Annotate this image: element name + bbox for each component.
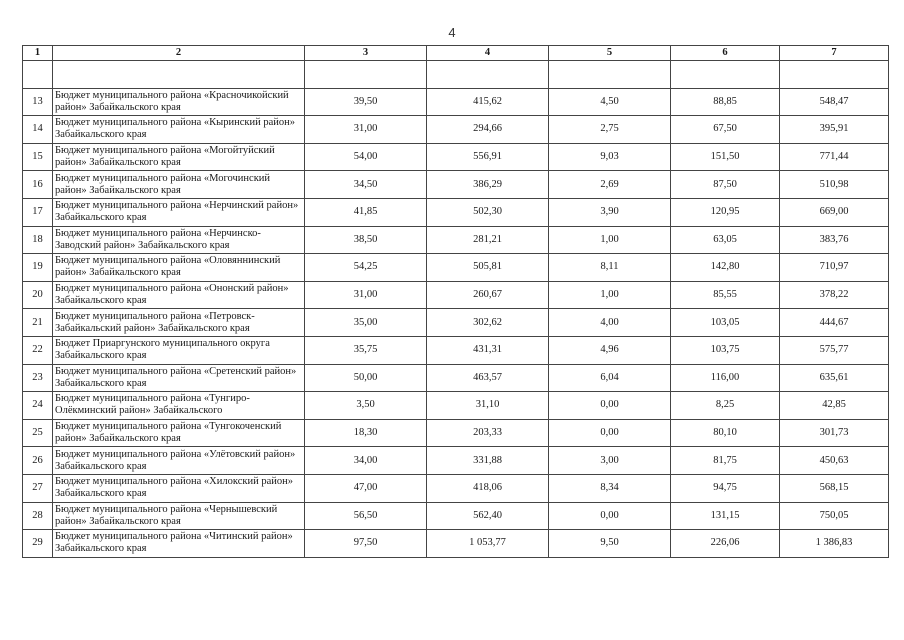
budget-name: Бюджет муниципального района «Чернышевский район» Забайкальского края — [53, 502, 305, 530]
value-col-3: 97,50 — [305, 530, 427, 558]
value-col-7: 1 386,83 — [780, 530, 889, 558]
budget-name: Бюджет муниципального района «Читинский район» Забайкальского края — [53, 530, 305, 558]
row-number: 28 — [23, 502, 53, 530]
table-row — [23, 447, 889, 475]
value-col-7: 510,98 — [780, 171, 889, 199]
value-col-6: 88,85 — [671, 88, 780, 116]
value-col-4: 502,30 — [427, 198, 549, 226]
value-col-4: 562,40 — [427, 502, 549, 530]
table-row — [23, 419, 889, 447]
value-col-7: 301,73 — [780, 419, 889, 447]
budget-name: Бюджет Приаргунского муниципального округа Забайкальского края — [53, 336, 305, 364]
value-col-4: 505,81 — [427, 254, 549, 282]
table-header — [23, 46, 889, 61]
value-col-3: 34,50 — [305, 171, 427, 199]
budget-name: Бюджет муниципального района «Хилокский район» Забайкальского края — [53, 474, 305, 502]
value-col-5: 0,00 — [549, 392, 671, 420]
value-col-3: 39,50 — [305, 88, 427, 116]
value-col-6: 87,50 — [671, 171, 780, 199]
value-col-3: 35,75 — [305, 336, 427, 364]
value-col-6: 103,75 — [671, 336, 780, 364]
column-header-3: 3 — [305, 46, 427, 61]
value-col-5: 9,03 — [549, 143, 671, 171]
spacer-row — [23, 61, 889, 89]
column-header-7: 7 — [780, 46, 889, 61]
value-col-6: 8,25 — [671, 392, 780, 420]
column-header-6: 6 — [671, 46, 780, 61]
value-col-4: 386,29 — [427, 171, 549, 199]
value-col-4: 1 053,77 — [427, 530, 549, 558]
table-row — [23, 116, 889, 144]
row-number: 27 — [23, 474, 53, 502]
value-col-4: 260,67 — [427, 281, 549, 309]
table-row — [23, 198, 889, 226]
value-col-5: 8,34 — [549, 474, 671, 502]
row-number: 26 — [23, 447, 53, 475]
row-number: 25 — [23, 419, 53, 447]
value-col-7: 635,61 — [780, 364, 889, 392]
value-col-6: 81,75 — [671, 447, 780, 475]
value-col-4: 31,10 — [427, 392, 549, 420]
value-col-5: 4,96 — [549, 336, 671, 364]
budget-name: Бюджет муниципального района «Могочинский район» Забайкальского края — [53, 171, 305, 199]
value-col-5: 0,00 — [549, 502, 671, 530]
value-col-3: 54,00 — [305, 143, 427, 171]
table-row — [23, 309, 889, 337]
value-col-7: 42,85 — [780, 392, 889, 420]
table-row — [23, 143, 889, 171]
table-row — [23, 336, 889, 364]
value-col-7: 450,63 — [780, 447, 889, 475]
budget-name: Бюджет муниципального района «Нерчинско-Заводский район» Забайкальского края — [53, 226, 305, 254]
row-number: 24 — [23, 392, 53, 420]
budget-table — [22, 45, 889, 558]
value-col-7: 710,97 — [780, 254, 889, 282]
table-row — [23, 364, 889, 392]
value-col-6: 142,80 — [671, 254, 780, 282]
value-col-3: 3,50 — [305, 392, 427, 420]
budget-name: Бюджет муниципального района «Улётовский район» Забайкальского края — [53, 447, 305, 475]
budget-name: Бюджет муниципального района «Ононский район» Забайкальского края — [53, 281, 305, 309]
column-header-2: 2 — [53, 46, 305, 61]
value-col-4: 294,66 — [427, 116, 549, 144]
value-col-7: 669,00 — [780, 198, 889, 226]
value-col-3: 47,00 — [305, 474, 427, 502]
value-col-6: 151,50 — [671, 143, 780, 171]
value-col-7: 444,67 — [780, 309, 889, 337]
row-number: 21 — [23, 309, 53, 337]
value-col-7: 548,47 — [780, 88, 889, 116]
value-col-6: 67,50 — [671, 116, 780, 144]
value-col-5: 2,75 — [549, 116, 671, 144]
value-col-3: 54,25 — [305, 254, 427, 282]
header-row — [23, 46, 889, 61]
row-number: 18 — [23, 226, 53, 254]
page-number: 4 — [448, 25, 456, 40]
value-col-5: 8,11 — [549, 254, 671, 282]
value-col-4: 431,31 — [427, 336, 549, 364]
value-col-6: 116,00 — [671, 364, 780, 392]
row-number: 15 — [23, 143, 53, 171]
value-col-6: 85,55 — [671, 281, 780, 309]
budget-name: Бюджет муниципального района «Кыринский район» Забайкальского края — [53, 116, 305, 144]
value-col-4: 415,62 — [427, 88, 549, 116]
table-row — [23, 392, 889, 420]
budget-name: Бюджет муниципального района «Красночикойский район» Забайкальского края — [53, 88, 305, 116]
table-row — [23, 226, 889, 254]
value-col-4: 302,62 — [427, 309, 549, 337]
value-col-3: 31,00 — [305, 116, 427, 144]
row-number: 14 — [23, 116, 53, 144]
value-col-7: 378,22 — [780, 281, 889, 309]
value-col-3: 35,00 — [305, 309, 427, 337]
row-number: 20 — [23, 281, 53, 309]
budget-name: Бюджет муниципального района «Сретенский район» Забайкальского края — [53, 364, 305, 392]
row-number: 19 — [23, 254, 53, 282]
row-number: 29 — [23, 530, 53, 558]
table-body — [23, 61, 889, 558]
column-header-4: 4 — [427, 46, 549, 61]
row-number: 13 — [23, 88, 53, 116]
budget-name: Бюджет муниципального района «Тунгокоченский район» Забайкальского края — [53, 419, 305, 447]
value-col-6: 131,15 — [671, 502, 780, 530]
value-col-7: 383,76 — [780, 226, 889, 254]
value-col-5: 1,00 — [549, 226, 671, 254]
value-col-5: 4,50 — [549, 88, 671, 116]
value-col-6: 63,05 — [671, 226, 780, 254]
budget-name: Бюджет муниципального района «Могойтуйский район» Забайкальского края — [53, 143, 305, 171]
table-row — [23, 502, 889, 530]
value-col-5: 2,69 — [549, 171, 671, 199]
value-col-5: 0,00 — [549, 419, 671, 447]
budget-name: Бюджет муниципального района «Петровск-Забайкальский район» Забайкальского края — [53, 309, 305, 337]
row-number: 17 — [23, 198, 53, 226]
value-col-7: 568,15 — [780, 474, 889, 502]
table-row — [23, 474, 889, 502]
value-col-3: 31,00 — [305, 281, 427, 309]
value-col-3: 18,30 — [305, 419, 427, 447]
value-col-5: 4,00 — [549, 309, 671, 337]
budget-name: Бюджет муниципального района «Нерчинский район» Забайкальского края — [53, 198, 305, 226]
row-number: 22 — [23, 336, 53, 364]
value-col-6: 80,10 — [671, 419, 780, 447]
table-row — [23, 530, 889, 558]
value-col-3: 38,50 — [305, 226, 427, 254]
value-col-7: 575,77 — [780, 336, 889, 364]
column-header-5: 5 — [549, 46, 671, 61]
value-col-3: 56,50 — [305, 502, 427, 530]
value-col-5: 9,50 — [549, 530, 671, 558]
value-col-5: 3,00 — [549, 447, 671, 475]
value-col-3: 50,00 — [305, 364, 427, 392]
value-col-6: 94,75 — [671, 474, 780, 502]
value-col-4: 556,91 — [427, 143, 549, 171]
value-col-4: 463,57 — [427, 364, 549, 392]
value-col-7: 771,44 — [780, 143, 889, 171]
table-row — [23, 88, 889, 116]
value-col-3: 34,00 — [305, 447, 427, 475]
row-number: 23 — [23, 364, 53, 392]
value-col-6: 120,95 — [671, 198, 780, 226]
row-number: 16 — [23, 171, 53, 199]
value-col-4: 418,06 — [427, 474, 549, 502]
value-col-7: 750,05 — [780, 502, 889, 530]
value-col-5: 1,00 — [549, 281, 671, 309]
value-col-4: 203,33 — [427, 419, 549, 447]
column-header-1: 1 — [23, 46, 53, 61]
value-col-6: 226,06 — [671, 530, 780, 558]
table-row — [23, 171, 889, 199]
budget-name: Бюджет муниципального района «Оловяннинский район» Забайкальского края — [53, 254, 305, 282]
value-col-6: 103,05 — [671, 309, 780, 337]
value-col-4: 331,88 — [427, 447, 549, 475]
value-col-7: 395,91 — [780, 116, 889, 144]
table-row — [23, 281, 889, 309]
value-col-5: 6,04 — [549, 364, 671, 392]
budget-name: Бюджет муниципального района «Тунгиро-Олёкминский район» Забайкальского — [53, 392, 305, 420]
table-row — [23, 254, 889, 282]
value-col-4: 281,21 — [427, 226, 549, 254]
value-col-5: 3,90 — [549, 198, 671, 226]
value-col-3: 41,85 — [305, 198, 427, 226]
